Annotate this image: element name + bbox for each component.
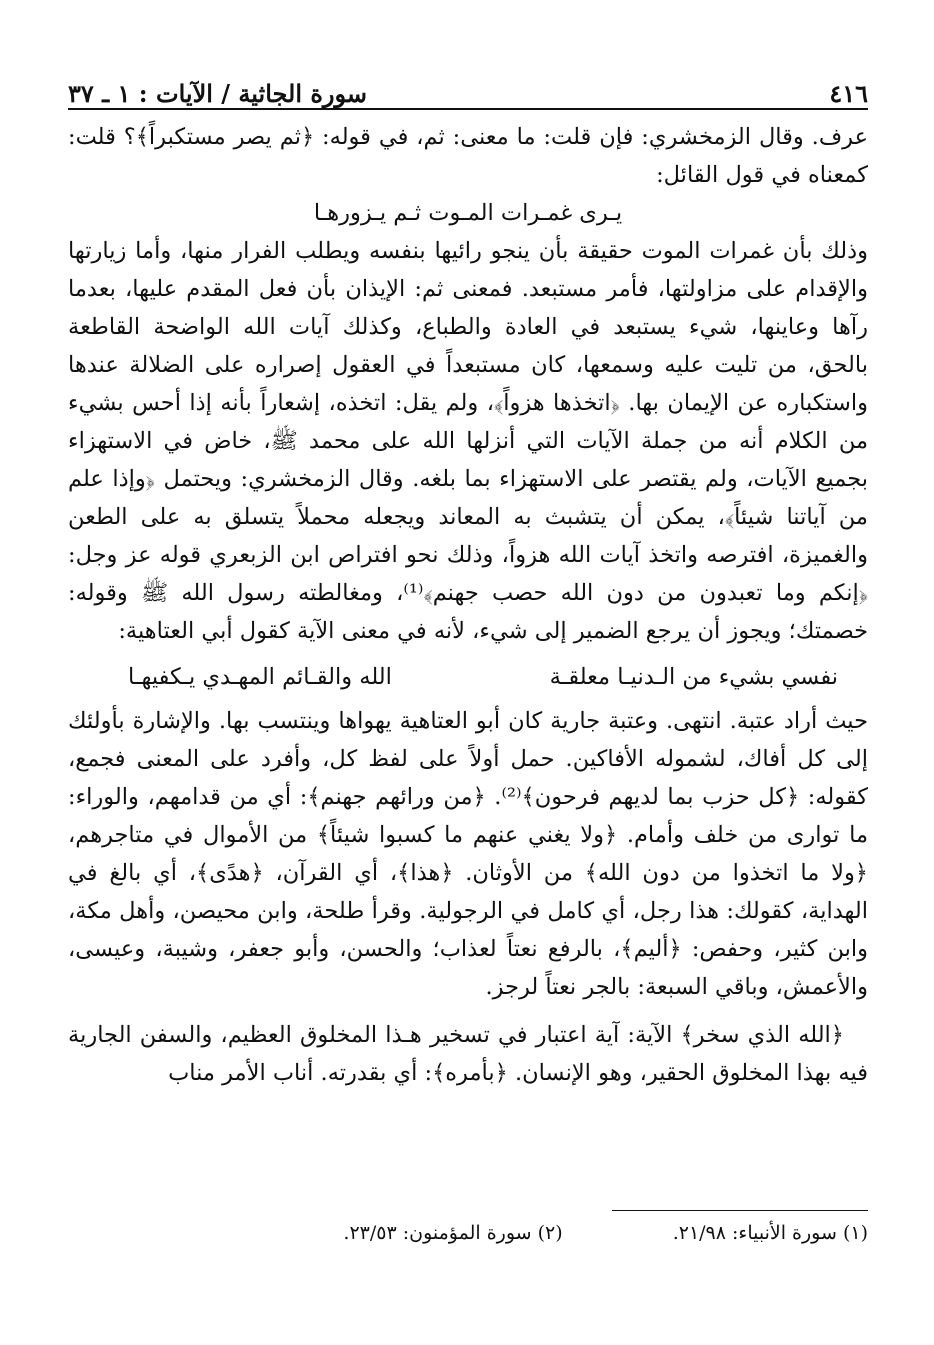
page-number: ٤١٦ bbox=[829, 79, 868, 108]
footnote-2: (٢) سورة المؤمنون: ٢٣/٥٣. bbox=[343, 1222, 563, 1244]
running-header bbox=[68, 72, 868, 110]
page-body bbox=[68, 118, 868, 1092]
footnote-1: (١) سورة الأنبياء: ٢١/٩٨. bbox=[672, 1222, 868, 1244]
couplet-second-hemistich: الله والقـائم المهـدي يـكفيهـا bbox=[128, 664, 392, 690]
couplet-first-hemistich: نفسي بشيء من الـدنيـا معلقـة bbox=[549, 664, 838, 690]
paragraph-2: وذلك بأن غمرات الموت حقيقة بأن ينجو رائيها بنفسه ويطلب الفرار منها، وأما زيارتها والإقدام على مزاولتها، فأمر مستبعد. فمعنى ثم: الإيذان بأن فعل المقدم عليها، بعدما رآها وعاينها، شيء يستبعد في العادة والطباع، وكذلك آيات الله الواضحة القاطعة بالحق، من تليت عليه وسمعها، كان مستبعداً في العقول إصراره على الضلالة عندها واستكباره عن الإيمان بها. ﴿اتخذها هزواً﴾، ولم يقل: اتخذه، إشعاراً بأنه إذا أحس بشيء من الكلام أنه من جملة الآيات التي أنزلها الله على محمد ﷺ، خاض في الاستهزاء بجميع الآيات، ولم يقتصر على الاستهزاء بما بلغه. وقال الزمخشري: ويحتمل ﴿وإذا علم من آياتنا شيئاً﴾، يمكن أن يتشبث به المعاند ويجعله محملاً يتسلق به على الطعن والغميزة، افترصه واتخذ آيات الله هزواً، وذلك نحو افتراص ابن الزبعري قوله عز وجل: ﴿إنكم وما تعبدون من دون الله حصب جهنم﴾⁽¹⁾، ومغالطته رسول الله ﷺ وقوله: خصمتك؛ ويجوز أن يرجع الضمير إلى شيء، لأنه في معنى الآية كقول أبي العتاهية: bbox=[68, 238, 868, 644]
footnotes bbox=[68, 1218, 868, 1248]
paragraph-4: ﴿الله الذي سخر﴾ الآية: آية اعتبار في تسخير هـذا المخلوق العظيم، والسفن الجارية فيه بهذا المخلوق الحقير، وهو الإنسان. ﴿بأمره﴾: أي بقدرته. أناب الأمر مناب bbox=[68, 1022, 868, 1086]
poetry-couplet bbox=[68, 658, 868, 696]
poetry-verse: يـرى غمـرات المـوت ثـم يـزورهـا bbox=[313, 200, 623, 226]
paragraph-1: عرف. وقال الزمخشري: فإن قلت: ما معنى: ثم، في قوله: ﴿ثم يصر مستكبراً﴾؟ قلت: كمعناه في قول القائل: bbox=[68, 124, 868, 188]
paragraph-3: حيث أراد عتبة. انتهى. وعتبة جارية كان أبو العتاهية يهواها وينتسب بها. والإشارة بأولئك إلى كل أفاك، لشموله الأفاكين. حمل أولاً على لفظ كل، وأفرد على المعنى فجمع، كقوله: ﴿كل حزب بما لديهم فرحون﴾⁽²⁾. ﴿من ورائهم جهنم﴾: أي من قدامهم، والوراء: ما توارى من خلف وأمام. ﴿ولا يغني عنهم ما كسبوا شيئاً﴾ من الأموال في متاجرهم، ﴿ولا ما اتخذوا من دون الله﴾ من الأوثان. ﴿هذا﴾، أي القرآن، ﴿هدًى﴾، أي بالغ في الهداية، كقولك: هذا رجل، أي كامل في الرجولية. وقرأ طلحة، وابن محيصن، وأهل مكة، وابن كثير، وحفص: ﴿أليم﴾، بالرفع نعتاً لعذاب؛ والحسن، وأبو جعفر، وشيبة، وعيسى، والأعمش، وباقي السبعة: بالجر نعتاً لرجز. bbox=[68, 708, 868, 1000]
running-title: سورة الجاثية / الآيات : ١ ـ ٣٧ bbox=[68, 79, 368, 108]
footnote-separator bbox=[612, 1210, 868, 1211]
